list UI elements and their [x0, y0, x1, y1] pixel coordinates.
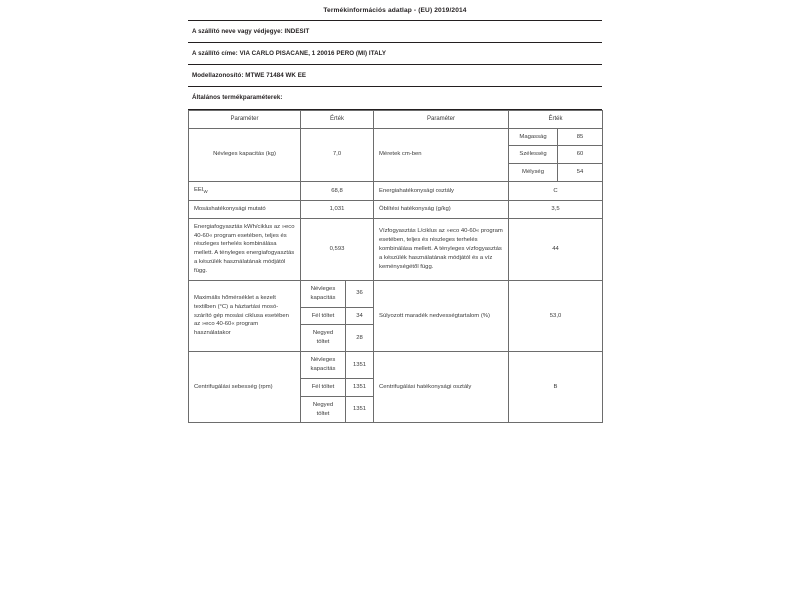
- energy-consumption-value: 0,593: [301, 218, 374, 280]
- temperature-load-label-half: Fél töltet: [301, 307, 346, 325]
- capacity-label: Névleges kapacitás (kg): [189, 128, 301, 182]
- table-row-consumption: [189, 218, 603, 280]
- spin-load-value-quarter: 1351: [346, 396, 374, 423]
- dimension-label-height: Magasság: [509, 128, 558, 146]
- table-header-row: [189, 110, 603, 128]
- header-value-left: Érték: [301, 110, 374, 128]
- spin-load-label-full: Névleges kapacitás: [301, 352, 346, 379]
- spin-load-label-half: Fél töltet: [301, 378, 346, 396]
- dimension-value-depth: 54: [558, 164, 603, 182]
- dimension-value-height: 85: [558, 128, 603, 146]
- temperature-load-label-full: Névleges kapacitás: [301, 280, 346, 307]
- dimension-label-depth: Mélység: [509, 164, 558, 182]
- temperature-load-value-full: 36: [346, 280, 374, 307]
- header-value-right: Érték: [509, 110, 603, 128]
- rinsing-efficiency-label: Öblítési hatékonyság (g/kg): [374, 200, 509, 218]
- header-parameter-left: Paraméter: [189, 110, 301, 128]
- table-row-temperature-full: [189, 280, 603, 307]
- table-row-eei: [189, 182, 603, 201]
- wash-efficiency-value: 1,031: [301, 200, 374, 218]
- spin-speed-label: Centrifugálási sebesség (rpm): [189, 352, 301, 423]
- document-title: Termékinformációs adatlap - (EU) 2019/2014: [188, 0, 602, 21]
- table-row-capacity-height: [189, 128, 603, 146]
- table-row-wash-efficiency: [189, 200, 603, 218]
- max-temperature-label: Maximális hőmérséklet a kezelt textilben (°C) a háztartási mosó-szárító gép mosási ciklusa esetében az »eco 40-60« program használatakor: [189, 280, 301, 351]
- residual-moisture-label: Súlyozott maradék nedvességtartalom (%): [374, 280, 509, 351]
- energy-class-label: Energiahatékonysági osztály: [374, 182, 509, 201]
- spin-load-value-half: 1351: [346, 378, 374, 396]
- spin-class-value: B: [509, 352, 603, 423]
- supplier-address-row: A szállító címe: VIA CARLO PISACANE, 1 20016 PERO (MI) ITALY: [188, 43, 602, 65]
- spin-load-label-quarter: Negyed töltet: [301, 396, 346, 423]
- energy-class-value: C: [509, 182, 603, 201]
- dimension-value-width: 60: [558, 146, 603, 164]
- dimensions-label: Méretek cm-ben: [374, 128, 509, 182]
- temperature-load-value-half: 34: [346, 307, 374, 325]
- general-parameters-heading: Általános termékparaméterek:: [188, 87, 602, 109]
- product-parameters-table: [188, 110, 603, 424]
- supplier-name-row: A szállító neve vagy védjegye: INDESIT: [188, 21, 602, 43]
- residual-moisture-value: 53,0: [509, 280, 603, 351]
- temperature-load-label-quarter: Negyed töltet: [301, 325, 346, 352]
- water-consumption-value: 44: [509, 218, 603, 280]
- table-row-spin-full: [189, 352, 603, 379]
- capacity-value: 7,0: [301, 128, 374, 182]
- product-fiche-sheet: [188, 0, 602, 423]
- eei-label-subscript: W: [203, 189, 208, 195]
- eei-label: [189, 182, 301, 201]
- model-identifier-row: Modellazonosító: MTWE 71484 WK EE: [188, 65, 602, 87]
- eei-label-text: EEI: [194, 187, 204, 194]
- water-consumption-label: Vízfogyasztás L/ciklus az »eco 40-60« program esetében, teljes és részleges terhelés kombinálása mellett. A tényleges vízfogyasztás a készülék használatának módjától és a víz keménységétől függ.: [374, 218, 509, 280]
- temperature-load-value-quarter: 28: [346, 325, 374, 352]
- eei-value: 68,8: [301, 182, 374, 201]
- energy-consumption-label: Energiafogyasztás kWh/ciklus az »eco 40-60« program esetében, teljes és részleges terhelés kombinálása mellett. A tényleges energiafogyasztás a készülék használatának módjától függ.: [189, 218, 301, 280]
- spin-load-value-full: 1351: [346, 352, 374, 379]
- dimension-label-width: Szélesség: [509, 146, 558, 164]
- header-parameter-right: Paraméter: [374, 110, 509, 128]
- rinsing-efficiency-value: 3,5: [509, 200, 603, 218]
- wash-efficiency-label: Mosáshatékonysági mutató: [189, 200, 301, 218]
- spin-class-label: Centrifugálási hatékonysági osztály: [374, 352, 509, 423]
